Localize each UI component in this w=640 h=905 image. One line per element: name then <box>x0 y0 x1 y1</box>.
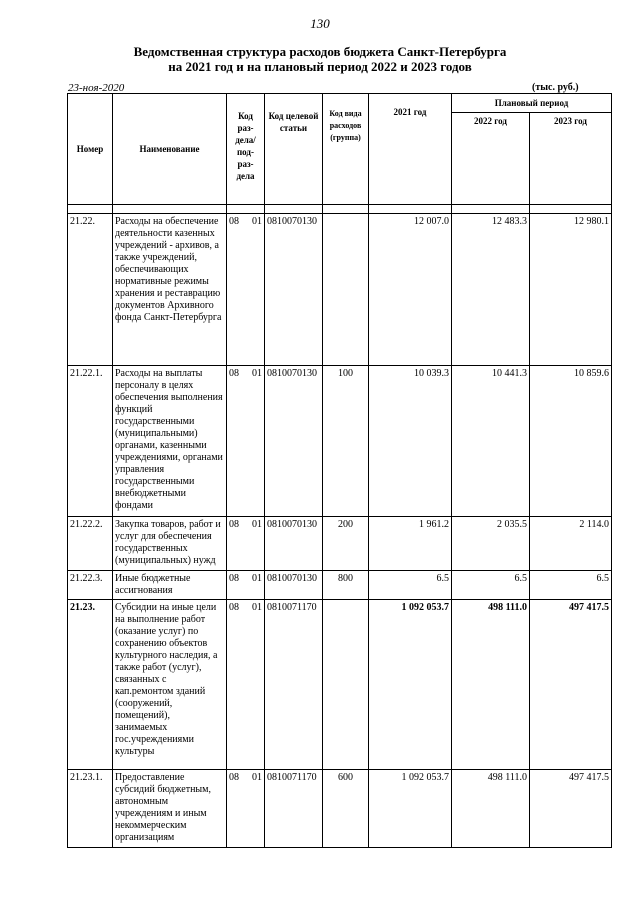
row-section <box>227 214 265 366</box>
row-kind-code: 100 <box>323 366 369 517</box>
header-target-code: Код целевой статьи <box>265 94 323 205</box>
row-section-code: 08 <box>229 519 239 530</box>
header-planned-period: Плановый период <box>452 94 612 113</box>
row-amount-2022: 498 111.0 <box>452 600 530 770</box>
row-amount-2022: 498 111.0 <box>452 770 530 848</box>
header-number: Номер <box>68 94 113 205</box>
row-section-code: 08 <box>229 216 239 227</box>
table-spacer-row <box>68 205 612 214</box>
row-subsection-code: 01 <box>252 519 262 530</box>
row-amount-2021: 12 007.0 <box>369 214 452 366</box>
row-section-code: 08 <box>229 772 239 783</box>
header-name: Наименование <box>113 94 227 205</box>
row-number: 21.23.1. <box>68 770 113 848</box>
row-kind-code: 200 <box>323 517 369 571</box>
row-amount-2023: 12 980.1 <box>530 214 612 366</box>
row-number: 21.22.2. <box>68 517 113 571</box>
row-amount-2021: 10 039.3 <box>369 366 452 517</box>
row-section-code: 08 <box>229 602 239 613</box>
row-name: Расходы на выплаты персоналу в целях обеспечения выполнения функций государственными (муниципальными) органами, казенными учреждениями, органами управления государственными внебюджетными фондами <box>113 366 227 517</box>
row-subsection-code: 01 <box>252 368 262 379</box>
table-row <box>68 366 612 517</box>
header-2021: 2021 год <box>369 94 452 205</box>
row-name: Субсидии на иные цели на выполнение работ (оказание услуг) по сохранению объектов культурного наследия, а также работ (услуг), связанных с кап.ремонтом зданий (сооружений, помещений), занимаемых гос.учреждениями культуры <box>113 600 227 770</box>
row-target-code: 0810070130 <box>265 517 323 571</box>
row-section <box>227 770 265 848</box>
row-name: Закупка товаров, работ и услуг для обеспечения государственных (муниципальных) нужд <box>113 517 227 571</box>
row-amount-2023: 497 417.5 <box>530 770 612 848</box>
row-amount-2023: 6.5 <box>530 571 612 600</box>
row-amount-2022: 10 441.3 <box>452 366 530 517</box>
table-row <box>68 770 612 848</box>
row-amount-2023: 2 114.0 <box>530 517 612 571</box>
header-kind-code: Код вида расходов (группа) <box>323 94 369 205</box>
header-section-code: Код раз-дела/ под-раз-дела <box>227 94 265 205</box>
row-amount-2021: 1 961.2 <box>369 517 452 571</box>
table-row <box>68 571 612 600</box>
row-name: Расходы на обеспечение деятельности казенных учреждений - архивов, а также учреждений, обеспечивающих нормативные режимы хранения и реставрацию документов Архивного фонда Санкт-Петербурга <box>113 214 227 366</box>
row-section <box>227 366 265 517</box>
units-label: (тыс. руб.) <box>532 82 579 93</box>
page-number: 130 <box>310 16 330 31</box>
row-number: 21.23. <box>68 600 113 770</box>
header-2022: 2022 год <box>452 113 530 205</box>
row-target-code: 0810070130 <box>265 214 323 366</box>
row-target-code: 0810071170 <box>265 770 323 848</box>
row-subsection-code: 01 <box>252 573 262 584</box>
row-name: Предоставление субсидий бюджетным, автономным учреждениям и иным некоммерческим организациям <box>113 770 227 848</box>
header-2023: 2023 год <box>530 113 612 205</box>
row-target-code: 0810070130 <box>265 571 323 600</box>
row-section <box>227 600 265 770</box>
row-number: 21.22.1. <box>68 366 113 517</box>
row-kind-code <box>323 214 369 366</box>
row-subsection-code: 01 <box>252 772 262 783</box>
row-section <box>227 571 265 600</box>
row-amount-2023: 10 859.6 <box>530 366 612 517</box>
row-amount-2021: 1 092 053.7 <box>369 600 452 770</box>
table-row <box>68 600 612 770</box>
row-section <box>227 517 265 571</box>
row-amount-2021: 1 092 053.7 <box>369 770 452 848</box>
row-number: 21.22. <box>68 214 113 366</box>
table-row <box>68 214 612 366</box>
row-target-code: 0810071170 <box>265 600 323 770</box>
document-date: 23-ноя-2020 <box>68 82 125 94</box>
row-section-code: 08 <box>229 573 239 584</box>
row-kind-code <box>323 600 369 770</box>
row-name: Иные бюджетные ассигнования <box>113 571 227 600</box>
row-section-code: 08 <box>229 368 239 379</box>
row-amount-2021: 6.5 <box>369 571 452 600</box>
row-target-code: 0810070130 <box>265 366 323 517</box>
title-line-1: Ведомственная структура расходов бюджета Санкт-Петербурга <box>133 44 507 59</box>
table-row <box>68 517 612 571</box>
row-kind-code: 800 <box>323 571 369 600</box>
budget-table <box>67 93 612 848</box>
row-kind-code: 600 <box>323 770 369 848</box>
row-subsection-code: 01 <box>252 602 262 613</box>
row-amount-2022: 12 483.3 <box>452 214 530 366</box>
document-title <box>0 44 640 74</box>
row-number: 21.22.3. <box>68 571 113 600</box>
row-amount-2022: 6.5 <box>452 571 530 600</box>
row-subsection-code: 01 <box>252 216 262 227</box>
row-amount-2022: 2 035.5 <box>452 517 530 571</box>
title-line-2: на 2021 год и на плановый период 2022 и 2023 годов <box>168 59 472 74</box>
row-amount-2023: 497 417.5 <box>530 600 612 770</box>
